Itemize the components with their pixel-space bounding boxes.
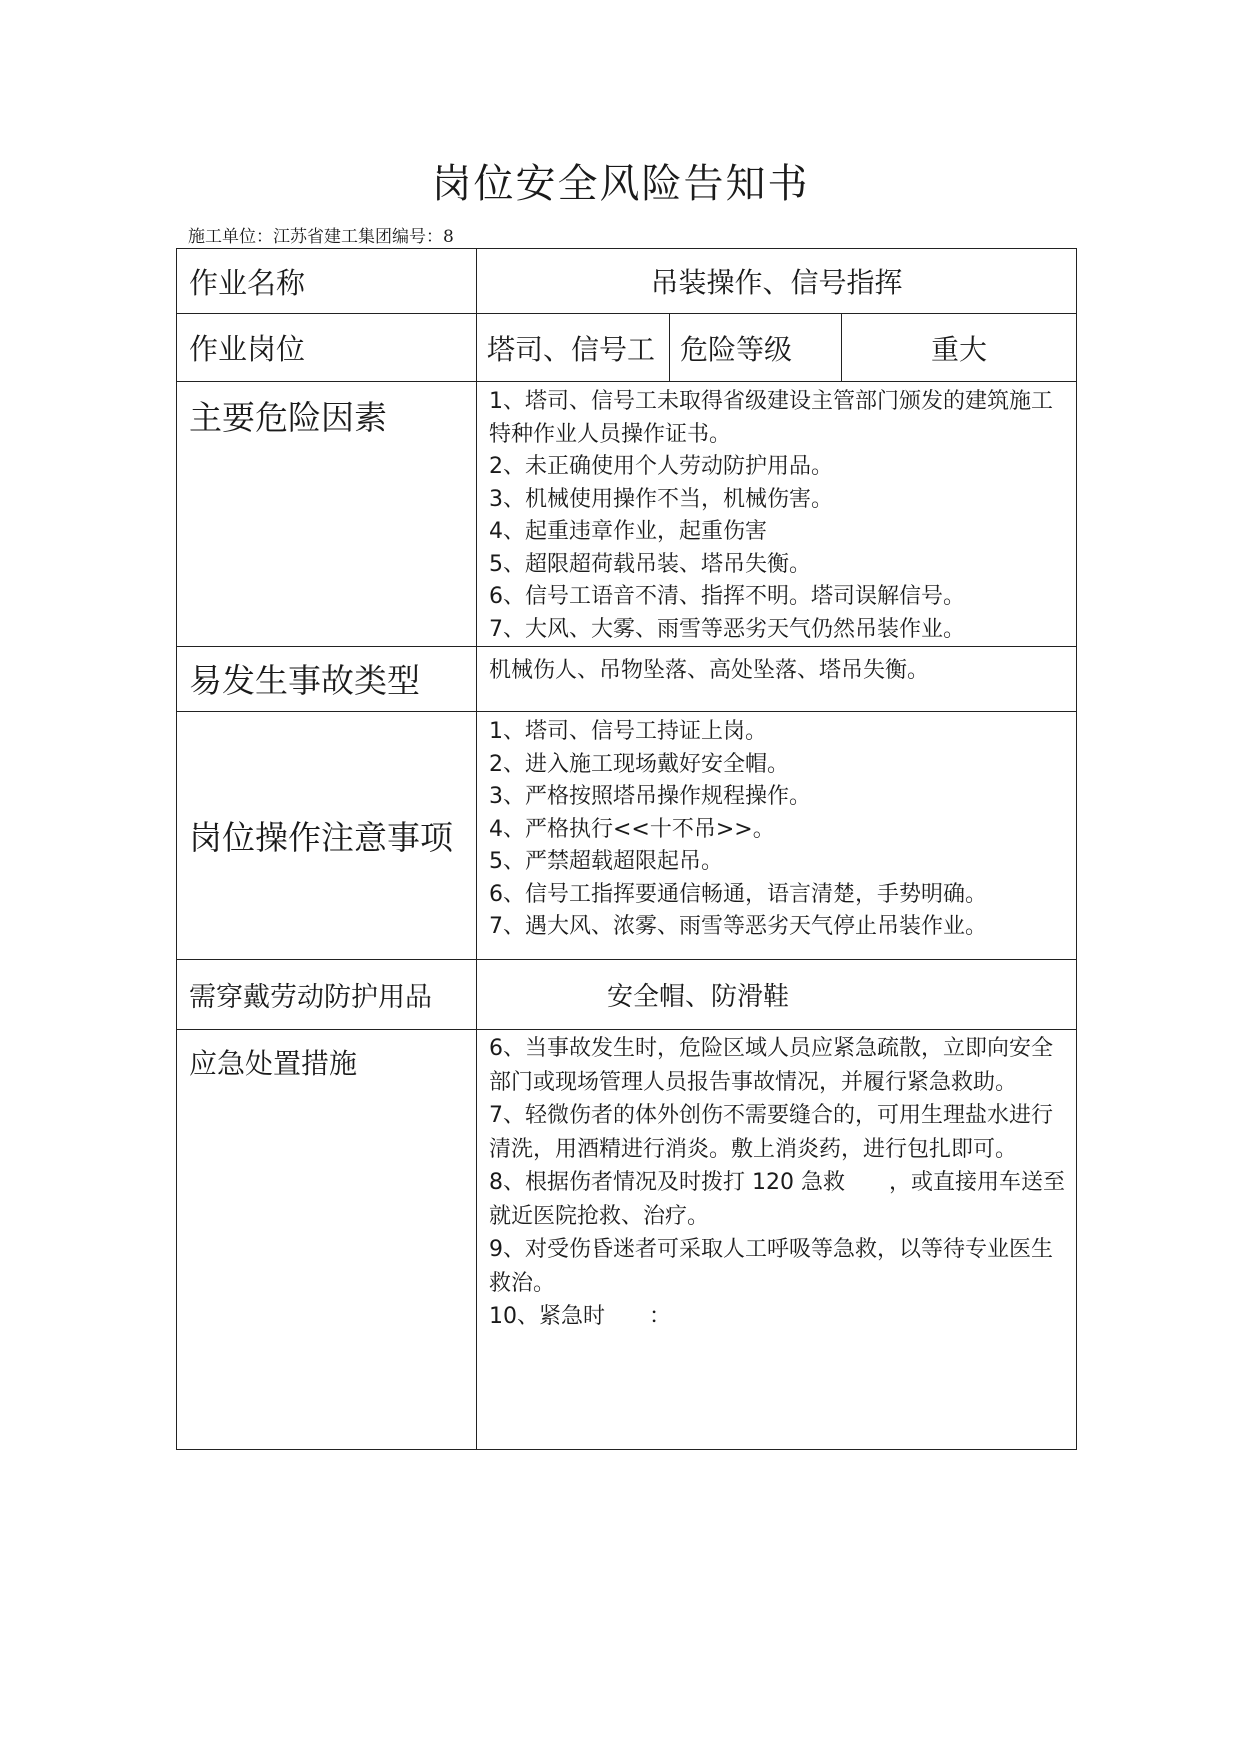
list-item: 10、紧急时 ： (489, 1304, 671, 1329)
emergency-list (477, 1030, 1077, 1450)
row-job-post (177, 314, 1077, 382)
risk-notice-table (176, 248, 1077, 1450)
document-title: 岗位安全风险告知书 (431, 161, 810, 207)
row-hazards (177, 382, 1077, 647)
risk-level-label: 危险等级 (670, 314, 842, 382)
list-item: 7、大风、大雾、雨雪等恶劣天气仍然吊装作业。 (489, 616, 965, 642)
accident-types-label: 易发生事故类型 (177, 647, 477, 712)
list-item: 6、信号工语音不清、指挥不明。塔司误解信号。 (489, 584, 965, 609)
list-item: 5、严禁超载超限起吊。 (489, 849, 723, 874)
list-item: 7、遇大风、浓雾、雨雪等恶劣天气停止吊装作业。 (489, 914, 987, 939)
job-post-value: 塔司、信号工 (477, 314, 670, 382)
hazards-list (477, 382, 1077, 647)
list-item: 7、轻微伤者的体外创伤不需要缝合的，可用生理盐水进行清洗，用酒精进行消炎。敷上消炎药，进行包扎即可。 (489, 1103, 1053, 1162)
list-item: 1、塔司、信号工持证上岗。 (489, 719, 767, 744)
row-emergency (177, 1030, 1077, 1450)
ppe-value: 安全帽、防滑鞋 (477, 960, 1077, 1030)
list-item: 4、严格执行<<十不吊>>。 (489, 816, 775, 842)
construction-unit-line: 施工单位：江苏省建工集团编号：8 (188, 227, 454, 247)
risk-level-value: 重大 (842, 314, 1077, 382)
emergency-label: 应急处置措施 (177, 1030, 477, 1450)
list-item: 1、塔司、信号工未取得省级建设主管部门颁发的建筑施工特种作业人员操作证书。 (489, 389, 1053, 447)
job-post-label: 作业岗位 (177, 314, 477, 382)
list-item: 6、信号工指挥要通信畅通，语言清楚，手势明确。 (489, 881, 987, 907)
accident-types-value: 机械伤人、吊物坠落、高处坠落、塔吊失衡。 (477, 647, 1077, 712)
list-item: 4、起重违章作业，起重伤害 (489, 519, 767, 544)
row-precautions (177, 712, 1077, 960)
list-item: 3、机械使用操作不当，机械伤害。 (489, 486, 833, 512)
list-item: 8、根据伤者情况及时拨打 120 急救 ，或直接用车送至就近医院抢救、治疗。 (489, 1170, 1065, 1229)
ppe-label: 需穿戴劳动防护用品 (177, 960, 477, 1030)
row-job-name (177, 249, 1077, 314)
list-item: 2、未正确使用个人劳动防护用品。 (489, 454, 833, 479)
precautions-list (477, 712, 1077, 960)
job-name-label: 作业名称 (177, 249, 477, 314)
list-item: 9、对受伤昏迷者可采取人工呼吸等急救，以等待专业医生救治。 (489, 1237, 1053, 1296)
list-item: 5、超限超荷载吊装、塔吊失衡。 (489, 551, 811, 577)
list-item: 3、严格按照塔吊操作规程操作。 (489, 784, 811, 809)
list-item: 2、进入施工现场戴好安全帽。 (489, 751, 789, 777)
row-accident-types (177, 647, 1077, 712)
hazards-label: 主要危险因素 (177, 382, 477, 647)
precautions-label: 岗位操作注意事项 (177, 712, 477, 960)
list-item: 6、当事故发生时，危险区域人员应紧急疏散，立即向安全部门或现场管理人员报告事故情况，并履行紧急救助。 (489, 1036, 1053, 1095)
row-ppe (177, 960, 1077, 1030)
job-name-value: 吊装操作、信号指挥 (477, 249, 1077, 314)
